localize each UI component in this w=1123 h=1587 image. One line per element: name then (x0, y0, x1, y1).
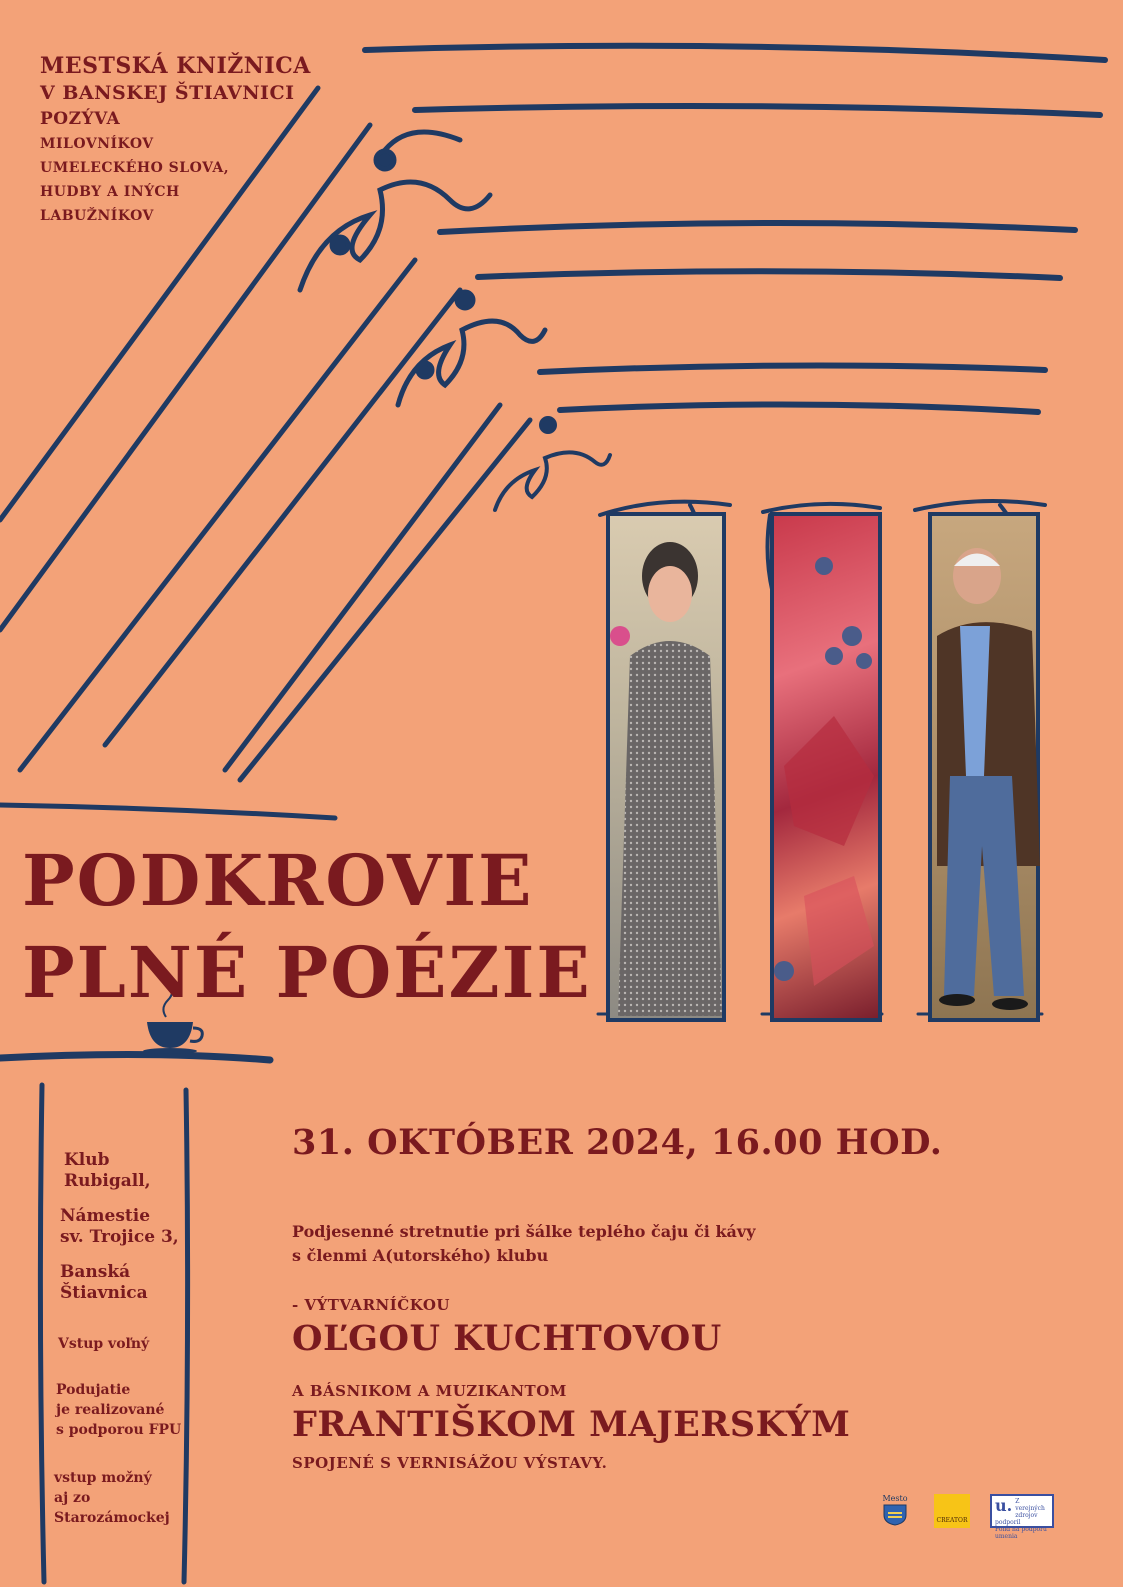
closing-note: SPOJENÉ S VERNISÁŽOU VÝSTAVY. (292, 1454, 608, 1472)
event-description: Podjesenné stretnutie pri šálke teplého čaju či kávy s členmi A(utorského) klubu (292, 1222, 756, 1265)
organizer-city: V BANSKEJ ŠTIAVNICI (40, 82, 295, 104)
flourish-ornament-2 (398, 292, 545, 405)
entry-note: Vstup voľný (58, 1336, 150, 1352)
flourish-ornament-3 (495, 418, 610, 510)
photo-autumn-leaves (770, 512, 882, 1022)
poet-caption: A BÁSNIKOM A MUZIKANTOM (292, 1382, 567, 1400)
artist-caption: - VÝTVARNÍČKOU (292, 1296, 450, 1314)
venue-name: Klub Rubigall, (64, 1150, 151, 1191)
creator-logo: CREATOR (934, 1494, 970, 1528)
fpu-logo: u. Z verejných zdrojov podporil Fond na podporu umenia (990, 1494, 1054, 1528)
organizer-block (40, 52, 311, 228)
invite-line-4: LABUŽNÍKOV (40, 208, 154, 224)
artist-name: OĽGOU KUCHTOVOU (292, 1318, 722, 1359)
flourish-ornament-1 (300, 132, 490, 290)
support-note: Podujatie je realizované s podporou FPU (56, 1382, 182, 1438)
organizer-name: MESTSKÁ KNIŽNICA (40, 53, 311, 79)
town-coat-of-arms-logo: Mesto (880, 1494, 910, 1528)
venue-address: Námestie sv. Trojice 3, (60, 1206, 179, 1247)
poster-title (22, 835, 592, 1019)
invite-line-2: UMELECKÉHO SLOVA, (40, 160, 230, 176)
title-line-1: PODKROVIE (22, 839, 534, 922)
invite-line-3: HUDBY A INÝCH (40, 184, 180, 200)
event-datetime: 31. OKTÓBER 2024, 16.00 HOD. (292, 1122, 943, 1163)
photo-artist (606, 512, 726, 1022)
access-note: vstup možný aj zo Starozámockej (54, 1470, 170, 1526)
poet-name: FRANTIŠKOM MAJERSKÝM (292, 1404, 851, 1445)
invite-verb: POZÝVA (40, 109, 121, 129)
photo-poet (928, 512, 1040, 1022)
invite-line-1: MILOVNÍKOV (40, 136, 154, 152)
title-line-2: PLNÉ POÉZIE (22, 931, 592, 1014)
venue-city: Banská Štiavnica (60, 1262, 148, 1303)
